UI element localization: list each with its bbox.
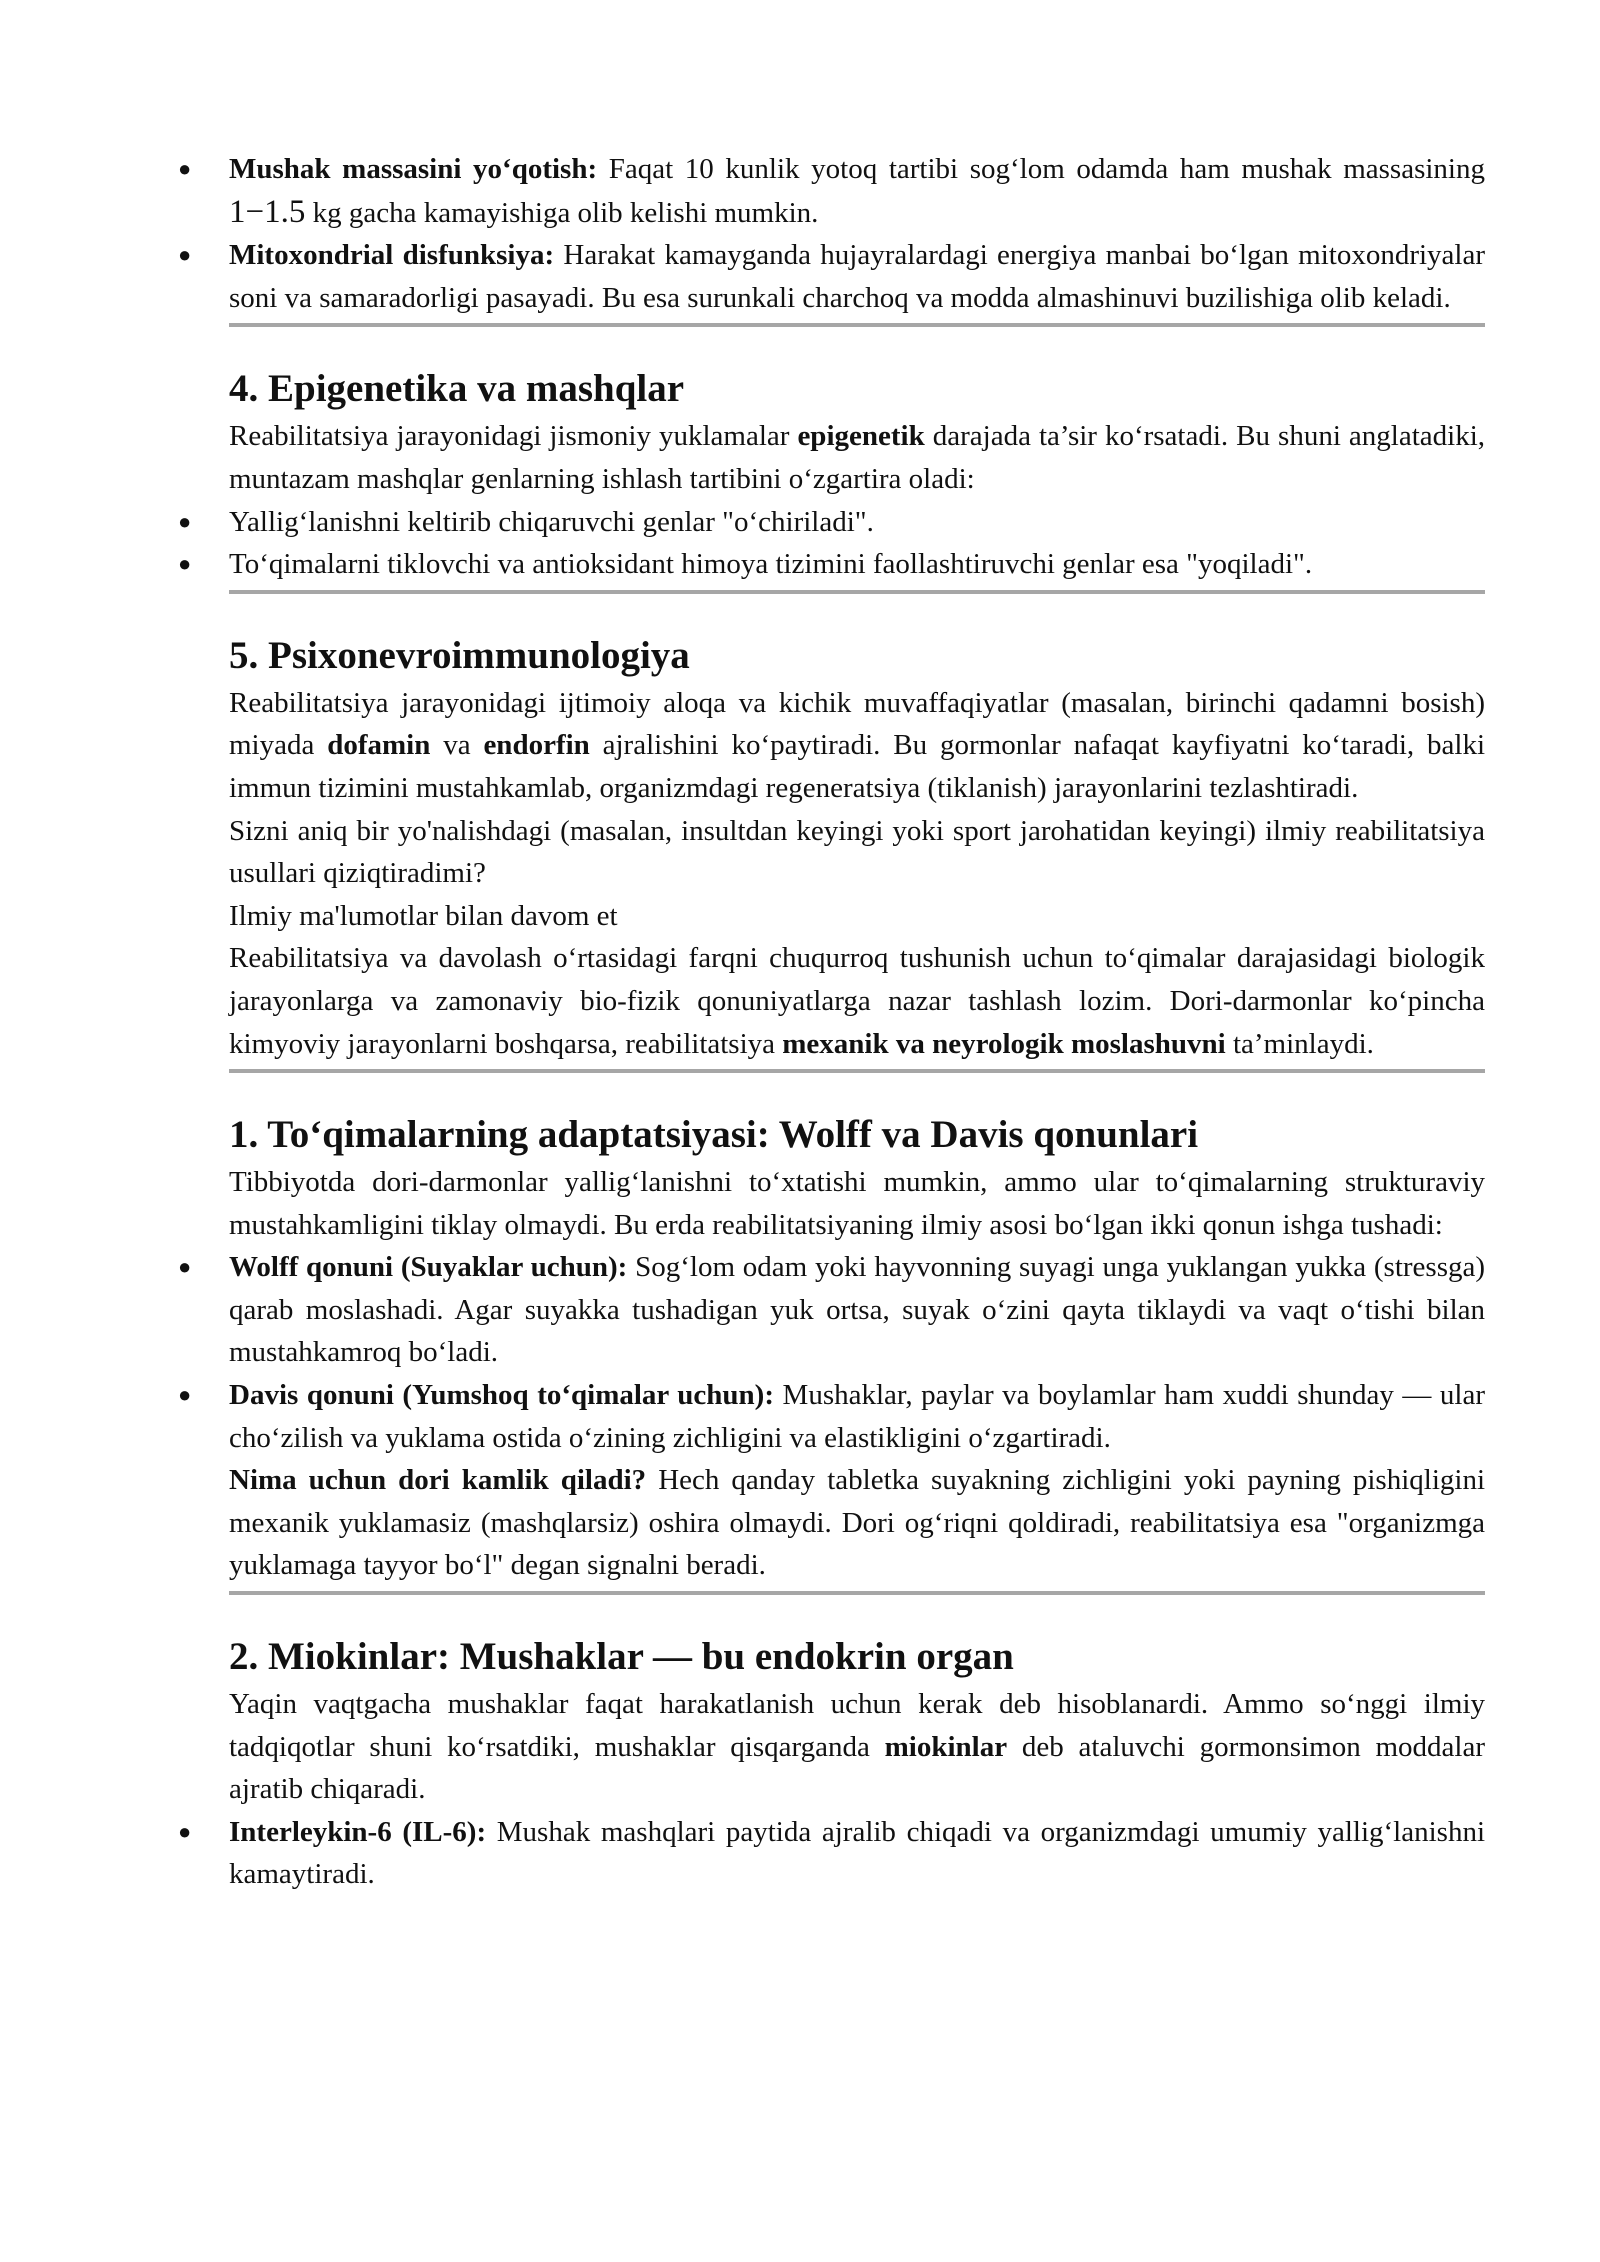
bullet-icon: ● <box>178 1254 192 1280</box>
bullet-icon: ● <box>178 1382 192 1408</box>
section-divider <box>229 323 1485 327</box>
bullet-list <box>178 1246 1486 1459</box>
list-item-text: Mushaklar, paylar va boylamlar ham xuddi shunday — ular cho‘zilish va yuklama ostida o‘zining zichligini va elastikligini o‘zgartiradi. <box>229 1379 1485 1454</box>
text-run: ta’minlaydi. <box>1225 1027 1374 1060</box>
bold-term: endorfin <box>483 729 590 762</box>
list-item <box>178 501 1485 544</box>
bullet-icon: ● <box>178 242 192 268</box>
paragraph: Ilmiy ma'lumotlar bilan davom et <box>229 899 618 932</box>
section-heading: 5. Psixonevroimmunologiya <box>229 633 690 677</box>
list-item-text: To‘qimalarni tiklovchi va antioksidant himoya tizimini faollashtiruvchi genlar esa "yoqiladi". <box>229 548 1313 581</box>
text-run: Reabilitatsiya va davolash o‘rtasidagi farqni chuqurroq tushunish uchun to‘qimalar darajasidagi biologik jarayonlarga va zamonaviy bio-fizik qonuniyatlarga nazar tashlash lozim. Dori-darmonlar ko‘pincha kimyoviy jarayonlarni boshqarsa, reabilitatsiya <box>229 942 1485 1060</box>
bullet-icon: ● <box>178 551 192 577</box>
document-body <box>178 148 1486 1896</box>
text-run: Yaqin vaqtgacha mushaklar faqat harakatlanish uchun kerak deb hisoblanardi. Ammo so‘nggi ilmiy tadqiqotlar shuni ko‘rsatdiki, mushaklar qisqarganda <box>229 1688 1485 1763</box>
text-run: Reabilitatsiya jarayonidagi ijtimoiy aloqa va kichik muvaffaqiyatlar (masalan, birinchi qadamni bosish) miyada <box>229 686 1485 762</box>
list-item-text: Faqat 10 kunlik yotoq tartibi sog‘lom odamda ham mushak massasining <box>597 153 1485 185</box>
text-run: Hech qanday tabletka suyakning zichligini yoki payning pishiqligini mexanik yuklamasiz (mashqlarsiz) oshira olmaydi. Dori og‘riqni qoldiradi, reabilitatsiya esa "organizmga yuklamaga tayyor bo‘l" degan signalni beradi. <box>229 1464 1485 1582</box>
bold-term: miokinlar <box>884 1730 1008 1763</box>
paragraph <box>229 1459 1485 1587</box>
top-bullet-list <box>178 148 1486 319</box>
bullet-icon: ● <box>178 508 192 534</box>
list-item <box>178 1246 1486 1374</box>
text-run: va <box>430 729 484 762</box>
bullet-icon: ● <box>178 156 192 181</box>
section-heading: 1. To‘qimalarning adaptatsiyasi: Wolff va Davis qonunlari <box>229 1113 1199 1157</box>
bullet-icon: ● <box>178 1818 192 1844</box>
list-item <box>178 148 1485 234</box>
bullet-list <box>178 1811 1485 1896</box>
text-run: ajralishini ko‘paytiradi. Bu gormonlar nafaqat kayfiyatni ko‘taradi, balki immun tizimini mustahkamlab, organizmdagi regeneratsiya (tiklanish) jarayonlarini tezlashtiradi. <box>229 729 1486 804</box>
paragraph <box>229 937 1485 1065</box>
list-item <box>178 543 1485 586</box>
list-item-text: Sog‘lom odam yoki hayvonning suyagi unga yuklangan yukka (stressga) qarab moslashadi. Agar suyakka tushadigan yuk ortsa, suyak o‘zini qayta tiklaydi va vaqt o‘tishi bilan mustahkamroq bo‘ladi. <box>229 1251 1486 1369</box>
section-heading: 4. Epigenetika va mashqlar <box>229 367 685 411</box>
section-divider <box>229 590 1485 594</box>
list-item-text: Mushak mashqlari paytida ajralib chiqadi va organizmdagi umumiy yallig‘lanishni kamaytiradi. <box>229 1815 1485 1891</box>
section-divider <box>229 1069 1485 1073</box>
list-item-term: Interleykin-6 (IL-6): <box>229 1815 487 1848</box>
bullet-list <box>178 501 1485 586</box>
text-run: deb ataluvchi gormonsimon moddalar ajratib chiqaradi. <box>229 1730 1485 1806</box>
paragraph <box>229 682 1485 810</box>
paragraph <box>229 415 1485 500</box>
bold-term: mexanik va neyrologik moslashuvni <box>782 1027 1226 1060</box>
bold-term: epigenetik <box>797 420 925 453</box>
list-item-term: Davis qonuni (Yumshoq to‘qimalar uchun): <box>229 1379 774 1412</box>
text-run: Reabilitatsiya jarayonidagi jismoniy yuklamalar <box>229 420 798 453</box>
paragraph: Sizni aniq bir yo'nalishdagi (masalan, insultdan keyingi yoki sport jarohatidan keyingi) ilmiy reabilitatsiya usullari qiziqtiradimi? <box>229 814 1485 890</box>
list-item-text: Harakat kamayganda hujayralardagi energiya manbai bo‘lgan mitoxondriyalar soni va samaradorligi pasayadi. Bu esa surunkali charchoq va modda almashinuvi buzilishiga olib keladi. <box>229 239 1486 314</box>
list-item-term: Wolff qonuni (Suyaklar uchun): <box>229 1251 628 1284</box>
paragraph: Tibbiyotda dori-darmonlar yallig‘lanishni to‘xtatishi mumkin, ammo ular to‘qimalarning strukturaviy mustahkamligini tiklay olmaydi. Bu erda reabilitatsiyaning ilmiy asosi bo‘lgan ikki qonun ishga tushadi: <box>229 1166 1485 1241</box>
text-run: darajada ta’sir ko‘rsatadi. Bu shuni anglatadiki, muntazam mashqlar genlarning ishlash tartibini o‘zgartira oladi: <box>229 420 1485 495</box>
section-heading: 2. Miokinlar: Mushaklar — bu endokrin organ <box>229 1635 1014 1679</box>
paragraph <box>229 1683 1485 1811</box>
list-item-term: Mushak massasini yo‘qotish: <box>229 153 598 185</box>
list-item <box>178 234 1486 319</box>
list-item <box>178 1374 1485 1459</box>
math-range: 1−1.5 <box>229 193 306 230</box>
bold-term: Nima uchun dori kamlik qiladi? <box>229 1464 647 1497</box>
list-item-text: Yallig‘lanishni keltirib chiqaruvchi genlar "o‘chiriladi". <box>229 505 874 538</box>
list-item <box>178 1811 1485 1896</box>
list-item-text: kg gacha kamayishiga olib kelishi mumkin. <box>305 196 819 229</box>
list-item-term: Mitoxondrial disfunksiya: <box>229 239 555 272</box>
bold-term: dofamin <box>327 729 431 762</box>
section-divider <box>229 1591 1485 1595</box>
